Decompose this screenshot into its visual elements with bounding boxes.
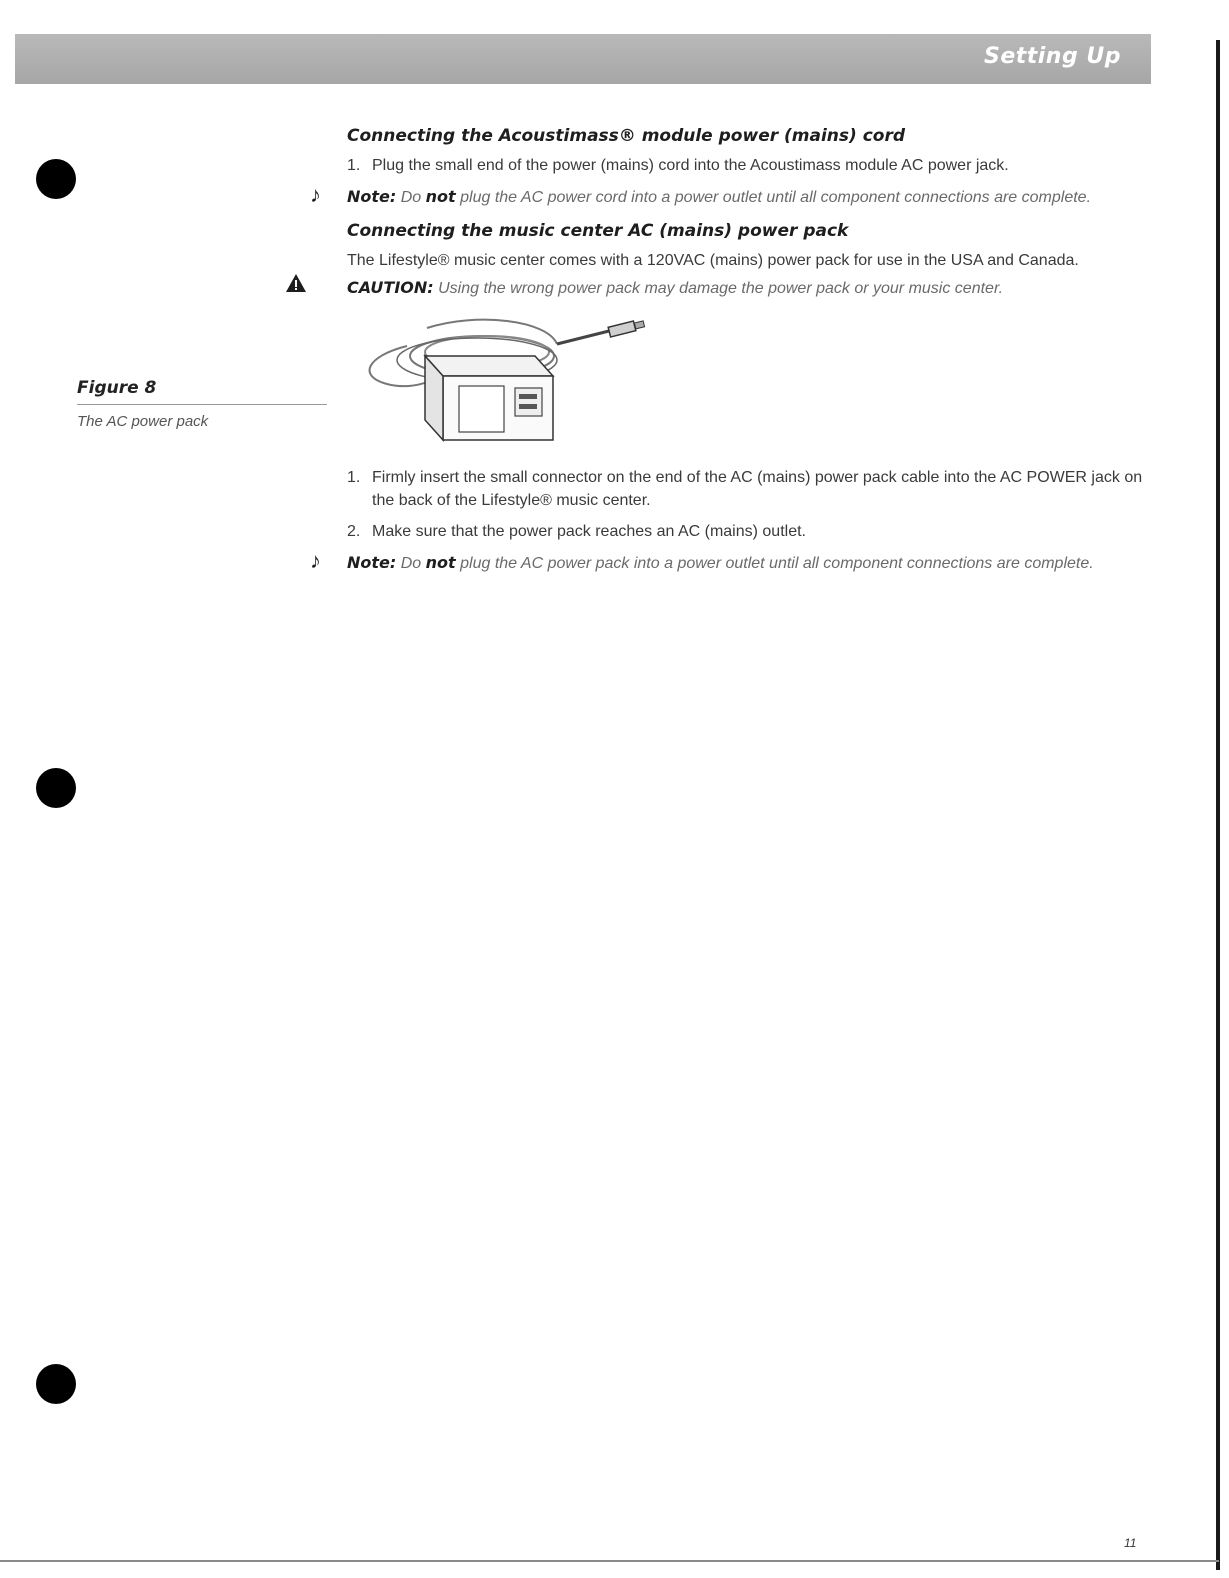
figure-caption: The AC power pack: [77, 413, 209, 430]
list-item: [347, 466, 1147, 512]
ac-power-pack-illustration: [347, 316, 1147, 452]
note-emphasis: not: [425, 553, 456, 572]
warning-triangle-icon: [285, 273, 307, 300]
caution-block: [347, 276, 1147, 300]
note-power-pack: [310, 548, 1147, 575]
music-note-icon: ♪: [310, 182, 321, 207]
main-content: [310, 126, 1147, 587]
binder-hole-middle: [36, 768, 76, 808]
caution-label: CAUTION:: [347, 278, 434, 297]
binder-hole-top: [36, 159, 76, 199]
figure-sidebar: [77, 378, 327, 430]
section-heading-power-pack: Connecting the music center AC (mains) power pack: [347, 221, 849, 241]
section-heading-acoustimass: Connecting the Acoustimass® module power (mains) cord: [347, 126, 906, 146]
note-text-pre: Do: [400, 555, 422, 572]
list-text: Plug the small end of the power (mains) cord into the Acoustimass module AC power jack.: [372, 157, 1009, 174]
right-edge-rule: [1216, 40, 1220, 1570]
caution-text: Using the wrong power pack may damage the power pack or your music center.: [438, 280, 1004, 297]
page-number: 11: [1124, 1536, 1137, 1550]
bottom-edge-rule: [0, 1560, 1219, 1562]
list-item: [347, 154, 1147, 177]
note-text-post: plug the AC power cord into a power outlet until all component connections are complete.: [460, 189, 1092, 206]
note-label: Note:: [347, 187, 397, 206]
note-emphasis: not: [425, 187, 456, 206]
note-acoustimass: [310, 182, 1147, 209]
list-text: Firmly insert the small connector on the end of the AC (mains) power pack cable into the AC POWER jack on the back of the Lifestyle® music center.: [372, 469, 1143, 509]
list-number: 1.: [347, 157, 361, 174]
section-title: Setting Up: [983, 44, 1121, 69]
list-number: 1.: [347, 469, 361, 486]
section-header-bar: [15, 34, 1151, 84]
list-number: 2.: [347, 523, 361, 540]
intro-paragraph: The Lifestyle® music center comes with a 120VAC (mains) power pack for use in the USA and Canada.: [347, 252, 1079, 269]
figure-label: Figure 8: [77, 378, 327, 405]
list-text: Make sure that the power pack reaches an AC (mains) outlet.: [372, 523, 806, 540]
binder-hole-bottom: [36, 1364, 76, 1404]
music-note-icon: ♪: [310, 548, 321, 573]
note-label: Note:: [347, 553, 397, 572]
list-item: [347, 520, 1147, 543]
note-text-post: plug the AC power pack into a power outlet until all component connections are complete.: [460, 555, 1094, 572]
note-text-pre: Do: [400, 189, 422, 206]
